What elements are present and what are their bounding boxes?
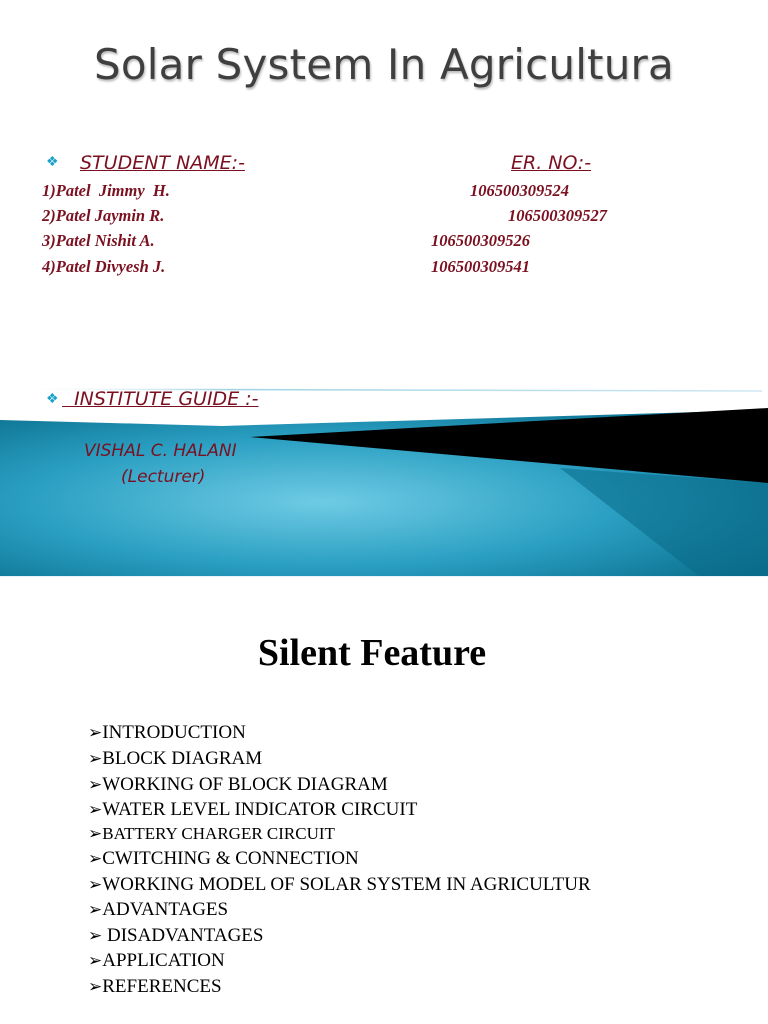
arrow-bullet-icon: ➢	[88, 875, 103, 894]
arrow-bullet-icon: ➢	[88, 951, 103, 970]
list-item: ➢REFERENCES	[88, 976, 222, 997]
arrow-bullet-icon: ➢	[88, 800, 103, 819]
list-item: ➢INTRODUCTION	[88, 722, 246, 743]
list-item: ➢WORKING MODEL OF SOLAR SYSTEM IN AGRICULTUR	[88, 874, 591, 895]
arrow-bullet-icon: ➢	[88, 723, 103, 742]
er-no-header: ER. NO:-	[511, 152, 592, 174]
student-name: 2)Patel Jaymin R.	[42, 206, 165, 225]
diamond-bullet-icon: ❖	[46, 390, 59, 406]
list-item: ➢CWITCHING & CONNECTION	[88, 848, 359, 869]
student-er-no: 106500309526	[431, 231, 530, 250]
student-name-header: STUDENT NAME:-	[80, 152, 245, 174]
list-item: ➢APPLICATION	[88, 950, 225, 971]
student-er-no: 106500309524	[470, 181, 569, 200]
arrow-bullet-icon: ➢	[88, 900, 103, 919]
list-item: ➢ADVANTAGES	[88, 899, 229, 920]
arrow-bullet-icon: ➢	[88, 775, 103, 794]
slide-title: Silent Feature	[257, 632, 487, 674]
arrow-bullet-icon: ➢	[88, 926, 103, 945]
list-item: ➢WATER LEVEL INDICATOR CIRCUIT	[88, 799, 418, 820]
student-name: 3)Patel Nishit A.	[42, 231, 155, 250]
institute-guide-header: INSTITUTE GUIDE :-	[62, 388, 259, 410]
student-er-no: 106500309527	[508, 206, 607, 225]
list-item: ➢BLOCK DIAGRAM	[88, 748, 263, 769]
student-name: 1)Patel Jimmy H.	[42, 181, 170, 200]
arrow-bullet-icon: ➢	[88, 749, 103, 768]
list-item: ➢BATTERY CHARGER CIRCUIT	[88, 824, 335, 843]
list-item: ➢ DISADVANTAGES	[88, 925, 264, 946]
student-name: 4)Patel Divyesh J.	[42, 257, 166, 276]
guide-name: VISHAL C. HALANI	[84, 441, 237, 461]
guide-role: (Lecturer)	[121, 467, 206, 487]
slide-title: Solar System In Agricultura	[94, 40, 674, 89]
diamond-bullet-icon: ❖	[46, 153, 59, 169]
arrow-bullet-icon: ➢	[88, 977, 103, 996]
arrow-bullet-icon: ➢	[88, 824, 103, 843]
list-item: ➢WORKING OF BLOCK DIAGRAM	[88, 774, 388, 795]
arrow-bullet-icon: ➢	[88, 849, 103, 868]
slide-2	[0, 577, 768, 1024]
student-er-no: 106500309541	[431, 257, 530, 276]
